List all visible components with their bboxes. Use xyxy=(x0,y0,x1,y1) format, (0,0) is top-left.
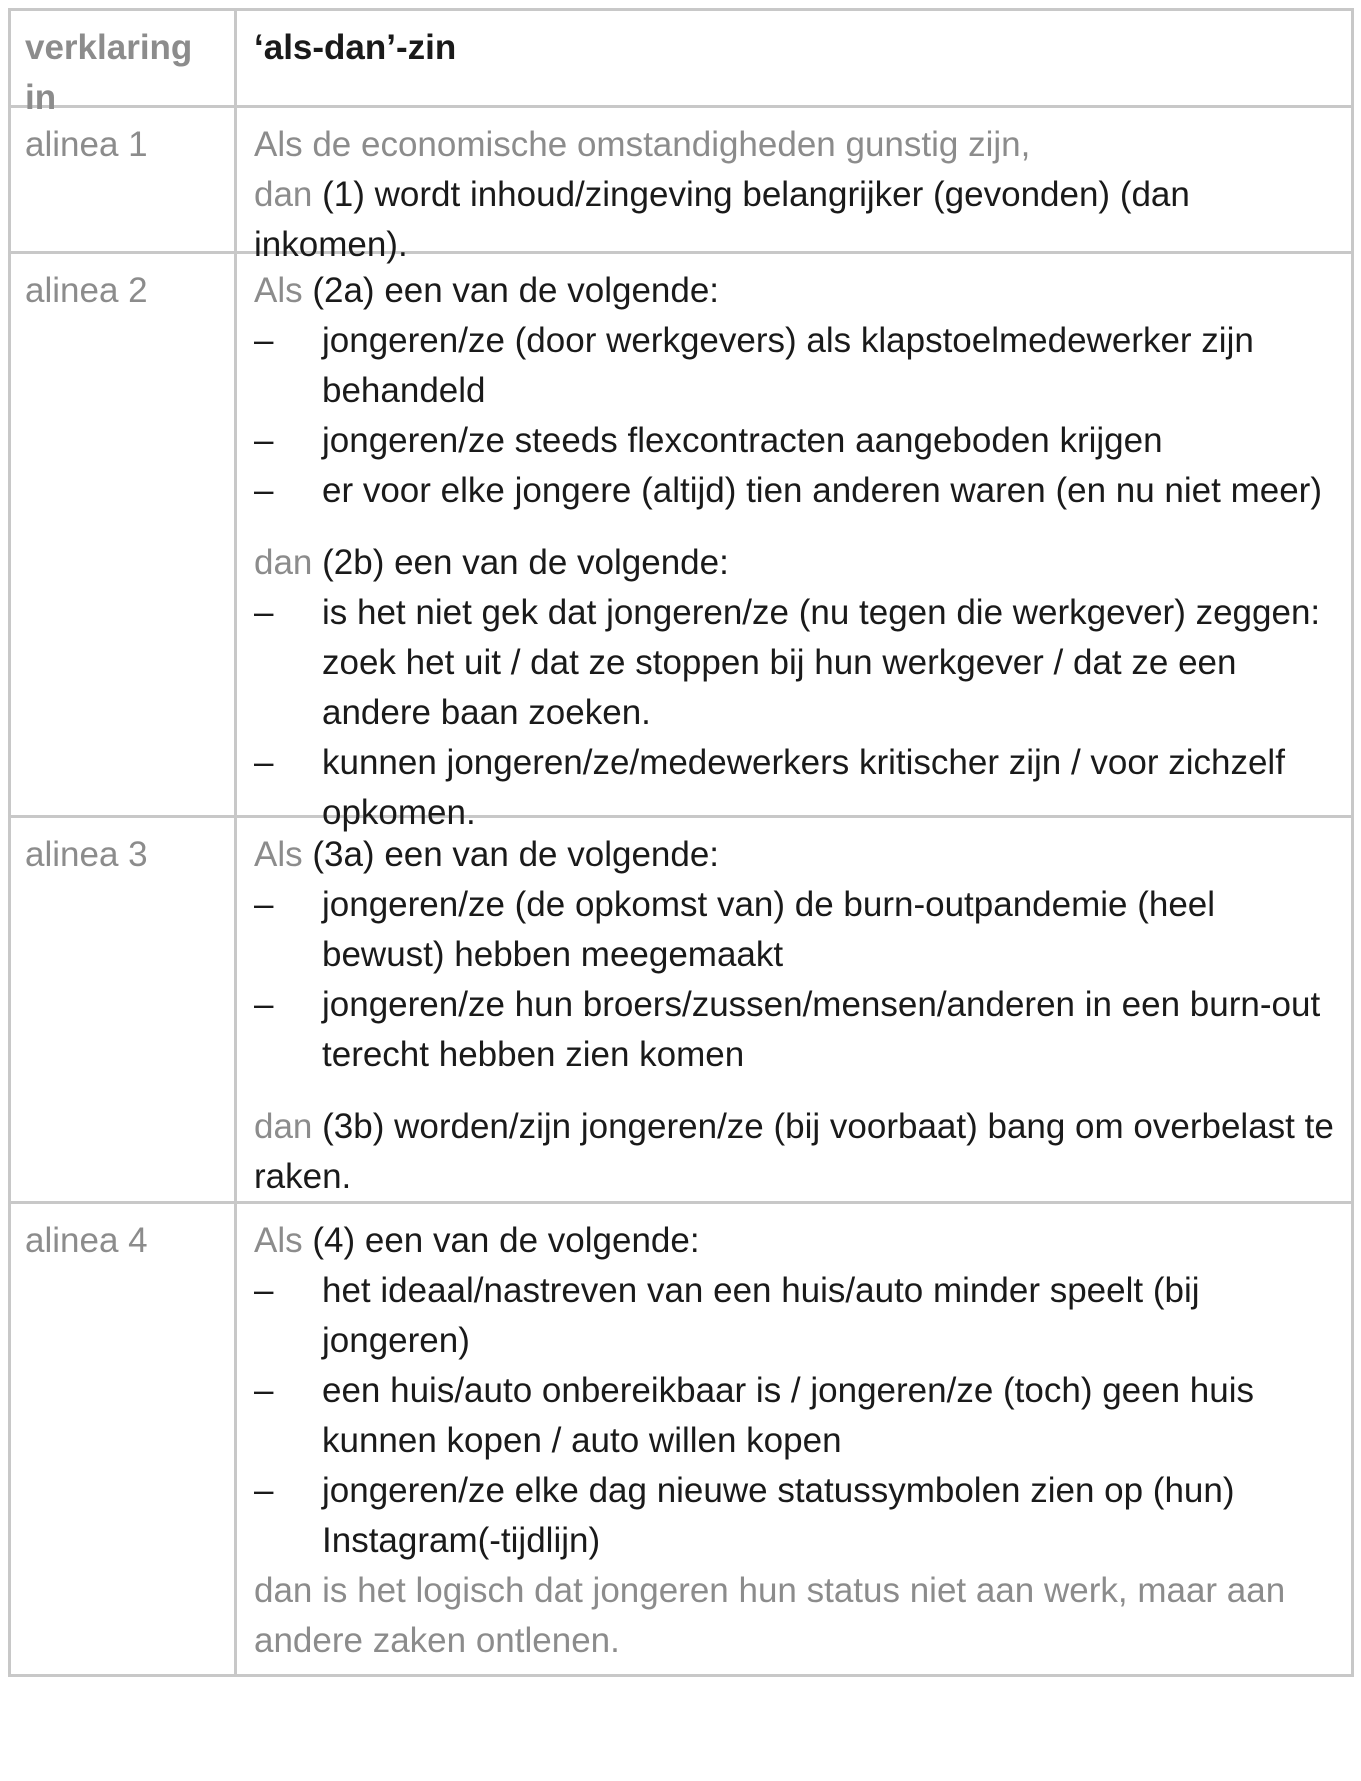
condition-list xyxy=(254,880,1339,1080)
condition-list xyxy=(254,316,1339,516)
list-item: – jongeren/ze (de opkomst van) de burn-outpandemie (heel bewust) hebben meegemaakt xyxy=(254,885,1216,974)
list-item: – het ideaal/nastreven van een huis/auto minder speelt (bij jongeren) xyxy=(254,1271,1200,1360)
consequence-intro: dan (2b) een van de volgende: xyxy=(254,543,729,582)
table-row-alinea-3 xyxy=(11,818,1351,1204)
list-item: – een huis/auto onbereikbaar is / jongeren/ze (toch) geen huis kunnen kopen / auto willen kopen xyxy=(254,1371,1254,1460)
list-item: – jongeren/ze hun broers/zussen/mensen/anderen in een burn-out terecht hebben zien komen xyxy=(254,985,1321,1074)
table-header-row xyxy=(11,11,1351,117)
table-row-alinea-4 xyxy=(11,1204,1351,1674)
list-item: – jongeren/ze elke dag nieuwe statussymbolen zien op (hun) Instagram(-tijdlijn) xyxy=(254,1471,1235,1560)
header-verklaring-in: verklaring in xyxy=(11,11,237,105)
list-item: – is het niet gek dat jongeren/ze (nu tegen die werkgever) zeggen: zoek het uit / dat ze stoppen bij hun werkgever / dat ze een andere baan zoeken. xyxy=(254,593,1321,732)
row-content xyxy=(237,1204,1351,1674)
condition-list xyxy=(254,1266,1339,1566)
row-label: alinea 1 xyxy=(11,108,237,251)
consequence-list xyxy=(254,588,1339,838)
condition-intro: Als (4) een van de volgende: xyxy=(254,1221,700,1260)
consequence-sentence: dan (3b) worden/zijn jongeren/ze (bij voorbaat) bang om overbelast te raken. xyxy=(254,1107,1334,1196)
list-item: – jongeren/ze (door werkgevers) als klapstoelmedewerker zijn behandeld xyxy=(254,321,1254,410)
answer-table xyxy=(8,8,1354,1677)
row-label: alinea 2 xyxy=(11,254,237,815)
row-content xyxy=(237,108,1351,264)
condition-intro: Als (3a) een van de volgende: xyxy=(254,835,720,874)
list-item: – kunnen jongeren/ze/medewerkers kritischer zijn / voor zichzelf opkomen. xyxy=(254,743,1285,832)
row-label: alinea 4 xyxy=(11,1204,237,1674)
list-item: – jongeren/ze steeds flexcontracten aangeboden krijgen xyxy=(254,421,1163,460)
row-label: alinea 3 xyxy=(11,818,237,1201)
table-row-alinea-2 xyxy=(11,254,1351,832)
sentence-line: dan (1) wordt inhoud/zingeving belangrijker (gevonden) (dan inkomen). xyxy=(254,175,1190,264)
list-item: – er voor elke jongere (altijd) tien anderen waren (en nu niet meer) xyxy=(254,471,1322,510)
sentence-line: Als de economische omstandigheden gunstig zijn, xyxy=(254,125,1031,164)
header-als-dan-zin: ‘als-dan’-zin xyxy=(254,28,457,67)
condition-intro: Als (2a) een van de volgende: xyxy=(254,271,720,310)
row-content xyxy=(237,818,1351,1201)
table-row-alinea-1 xyxy=(11,108,1351,264)
closing-sentence: dan is het logisch dat jongeren hun status niet aan werk, maar aan andere zaken ontlenen. xyxy=(254,1571,1286,1660)
row-content xyxy=(237,254,1351,832)
